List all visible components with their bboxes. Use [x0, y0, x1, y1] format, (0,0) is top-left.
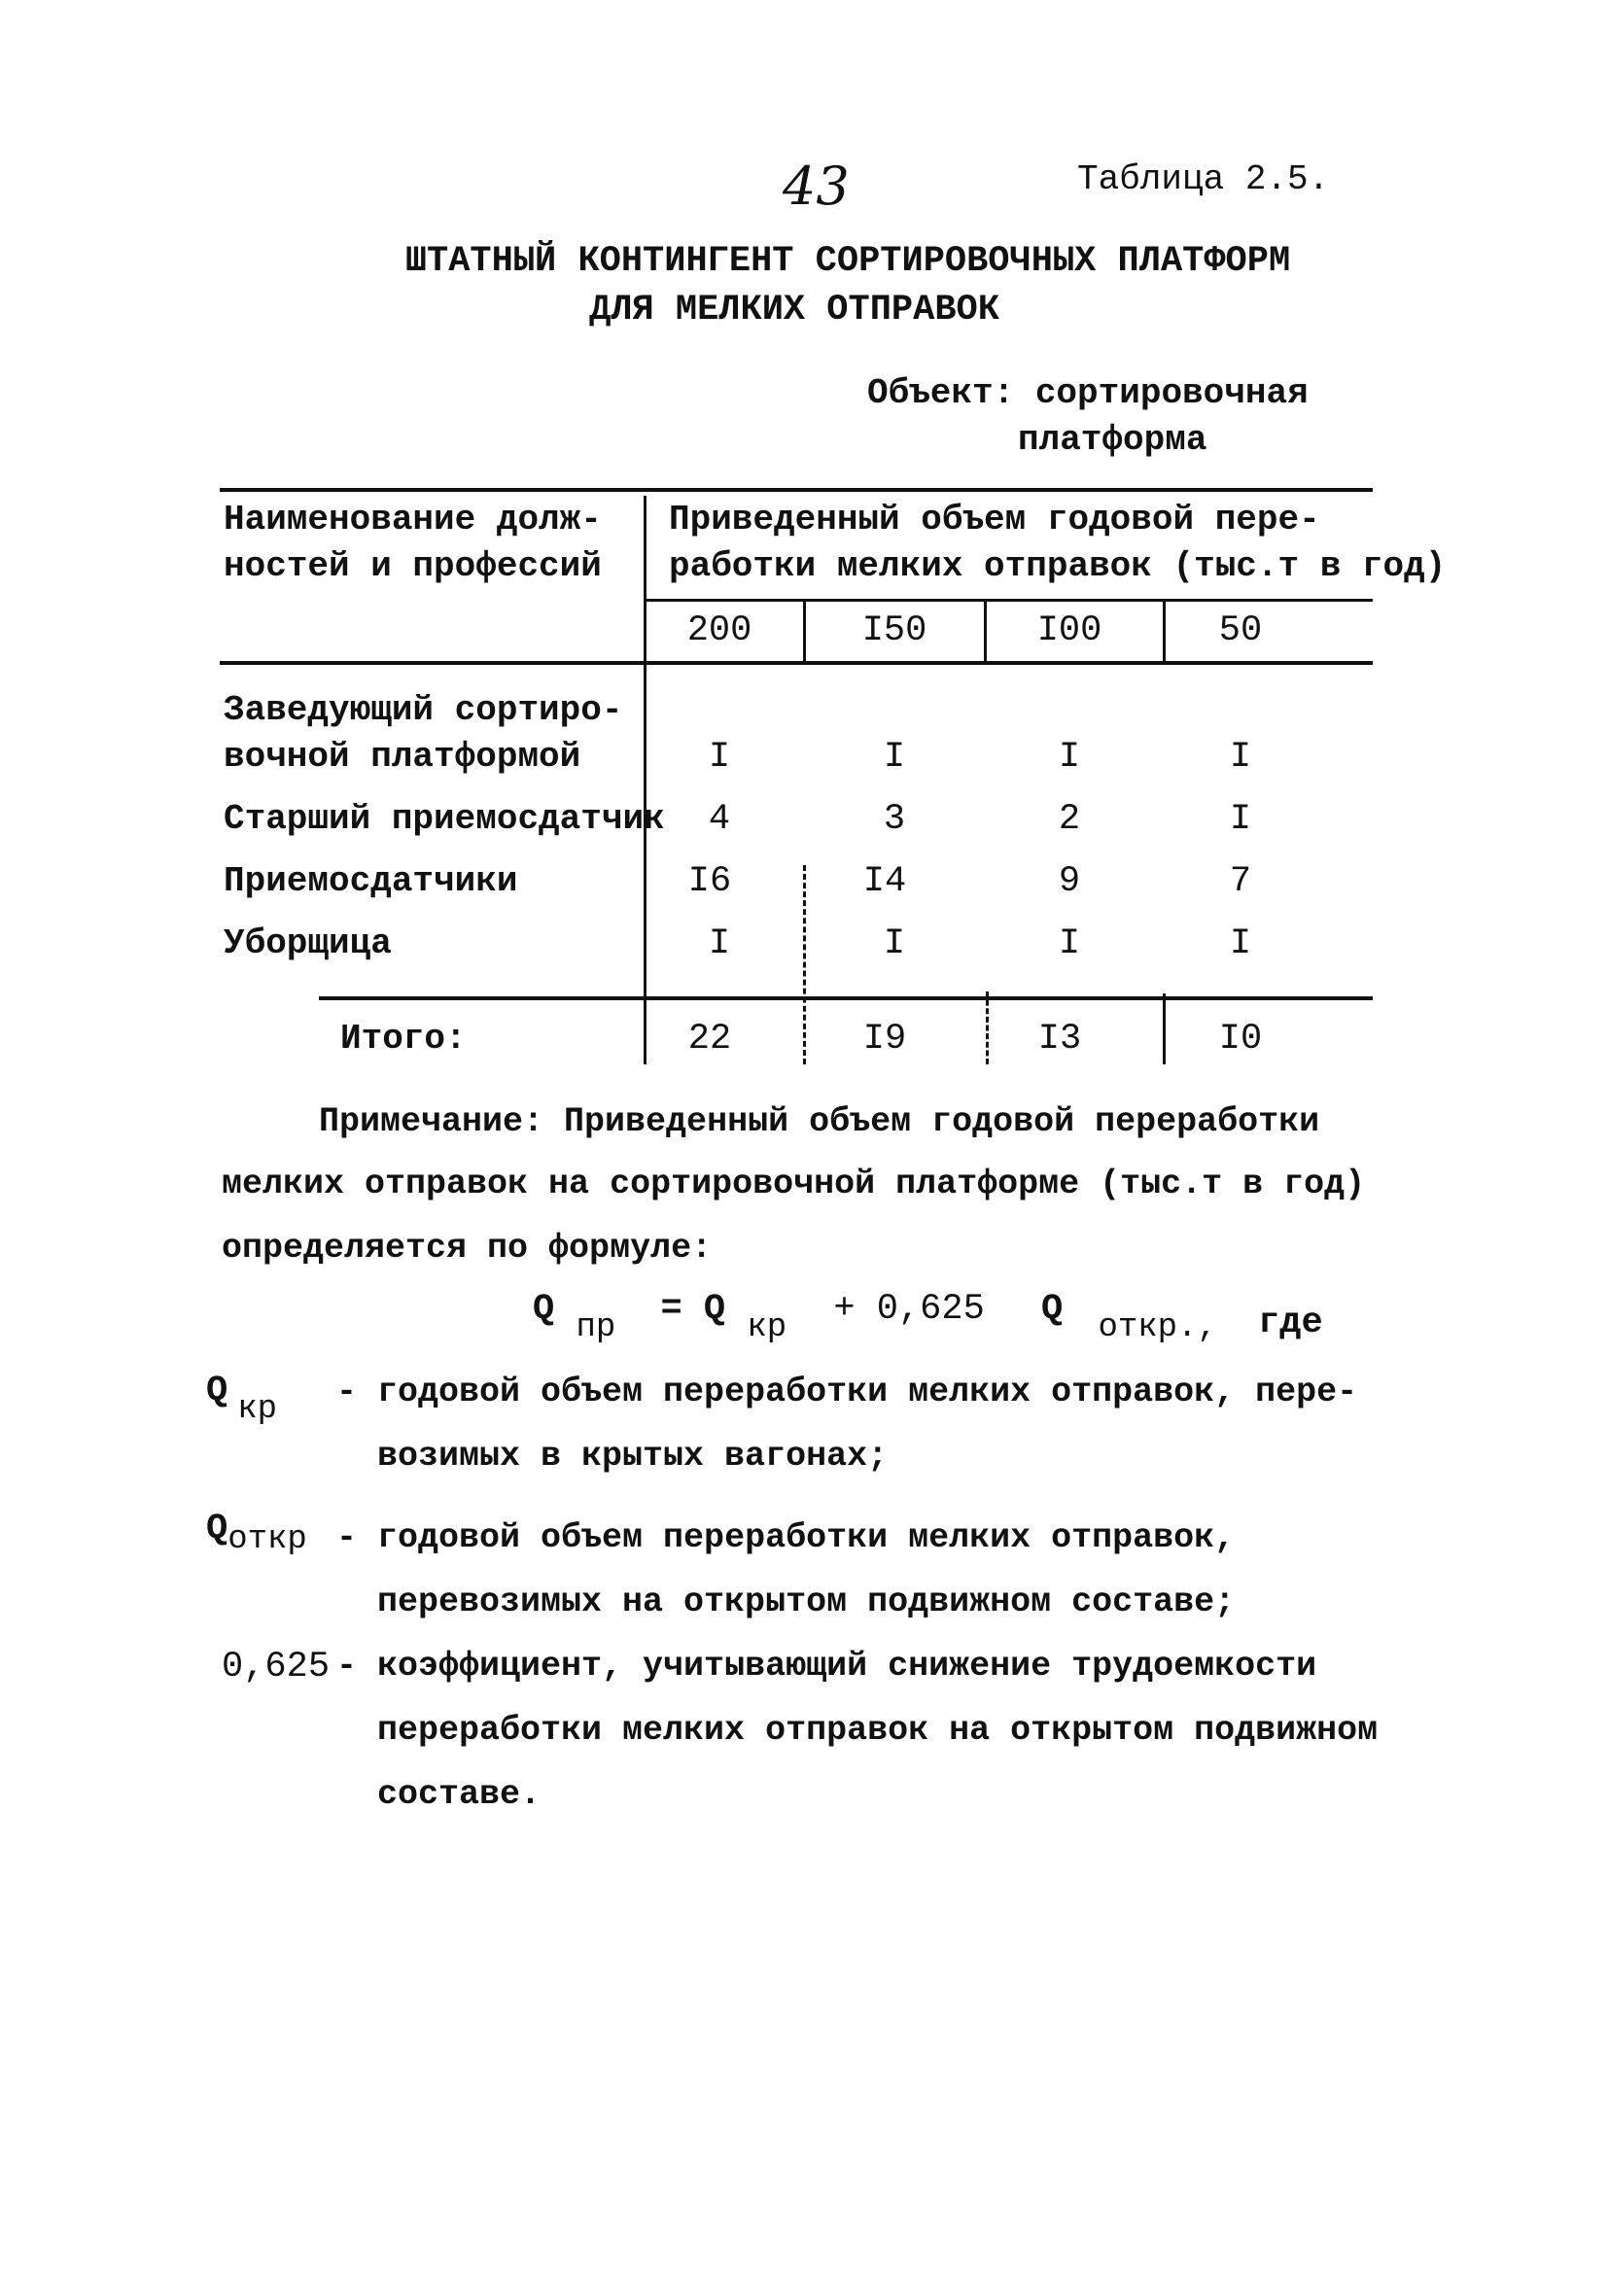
- table-cell: I: [1229, 923, 1252, 964]
- page-number: 43: [783, 156, 850, 217]
- formula-q-otkr: Q: [1041, 1289, 1064, 1330]
- total-cell: I3: [1037, 1019, 1082, 1060]
- header-right-line1: Приведенный объем годовой пере-: [669, 500, 1320, 539]
- table-header-bottom-rule: [220, 661, 1373, 665]
- def-line: возимых в крытых вагонах;: [377, 1437, 889, 1476]
- header-left-line2: ностей и профессий: [224, 546, 602, 586]
- table-cell: 3: [883, 799, 906, 840]
- table-top-rule: [220, 488, 1373, 492]
- col-divider-2-header: [984, 601, 987, 661]
- def-line: - годовой объем переработки мелких отправок, пере-: [336, 1373, 1358, 1411]
- row-name: Заведующий сортиро-: [224, 690, 623, 730]
- table-cell: 2: [1058, 799, 1081, 840]
- total-label: Итого:: [340, 1019, 467, 1059]
- table-cell: I6: [687, 861, 732, 902]
- table-cell: I: [1058, 923, 1081, 964]
- table-title-line2: ДЛЯ МЕЛКИХ ОТПРАВОК: [589, 290, 999, 330]
- table-cell: I: [708, 923, 731, 964]
- note-line3: определяется по формуле:: [222, 1229, 713, 1268]
- def-symbol: 0,625: [222, 1647, 331, 1687]
- formula-sub-otkr: откр.,: [1098, 1309, 1217, 1346]
- formula-sub-kr: кр: [747, 1309, 787, 1346]
- total-cell: I0: [1218, 1019, 1263, 1060]
- header-left-line1: Наименование долж-: [224, 500, 602, 539]
- row-name: Старший приемосдатчик: [224, 799, 665, 839]
- table-total-rule: [319, 996, 1373, 1000]
- def-symbol: Qоткр: [206, 1509, 307, 1558]
- note-line1: Примечание: Приведенный объем годовой переработки: [319, 1102, 1320, 1141]
- row-name: Уборщица: [224, 923, 392, 963]
- table-cell: 9: [1058, 861, 1081, 902]
- col-divider-1-header: [803, 601, 806, 661]
- def-line: переработки мелких отправок на открытом подвижном: [377, 1711, 1379, 1750]
- formula-eq: = Q: [660, 1289, 726, 1330]
- formula-tail: где: [1258, 1303, 1323, 1343]
- formula-q-pr: Q: [533, 1289, 555, 1330]
- table-cell: I: [1229, 737, 1252, 778]
- def-line: составе.: [377, 1775, 542, 1814]
- object-label-line2: платформа: [1018, 420, 1207, 460]
- table-label: Таблица 2.5.: [1077, 159, 1330, 199]
- column-header: I00: [1036, 610, 1102, 651]
- column-header: I50: [861, 610, 927, 651]
- column-header: 50: [1218, 610, 1263, 651]
- table-header-subrule: [644, 599, 1373, 602]
- table-cell: 7: [1229, 861, 1252, 902]
- table-cell: 4: [708, 799, 731, 840]
- total-cell: I9: [862, 1019, 907, 1060]
- header-right-line2: работки мелких отправок (тыс.т в год): [669, 546, 1447, 586]
- note-line2: мелких отправок на сортировочной платформе (тыс.т в год): [222, 1165, 1366, 1203]
- table-cell: I4: [862, 861, 907, 902]
- row-name: вочной платформой: [224, 737, 581, 777]
- def-line: - коэффициент, учитывающий снижение трудоемкости: [336, 1647, 1317, 1686]
- row-name: Приемосдатчики: [224, 861, 518, 901]
- table-cell: I: [1058, 737, 1081, 778]
- column-header: 200: [686, 610, 752, 651]
- def-symbol: Q кр: [206, 1371, 278, 1428]
- formula-sub-pr: пр: [576, 1309, 616, 1346]
- col-divider-1: [803, 865, 806, 1064]
- def-line: перевозимых на открытом подвижном составе;: [377, 1583, 1236, 1621]
- formula-coef: + 0,625: [833, 1289, 985, 1330]
- total-cell: 22: [687, 1019, 732, 1060]
- table-cell: I: [883, 737, 906, 778]
- table-title-line1: ШТАТНЫЙ КОНТИНГЕНТ СОРТИРОВОЧНЫХ ПЛАТФОРМ: [404, 241, 1291, 282]
- def-line: - годовой объем переработки мелких отправок,: [336, 1518, 1236, 1557]
- table-main-divider: [644, 496, 647, 1064]
- table-cell: I: [708, 737, 731, 778]
- object-label-line1: Объект: сортировочная: [867, 373, 1309, 413]
- formula: [533, 1289, 1323, 1346]
- table-cell: I: [883, 923, 906, 964]
- table-cell: I: [1229, 799, 1252, 840]
